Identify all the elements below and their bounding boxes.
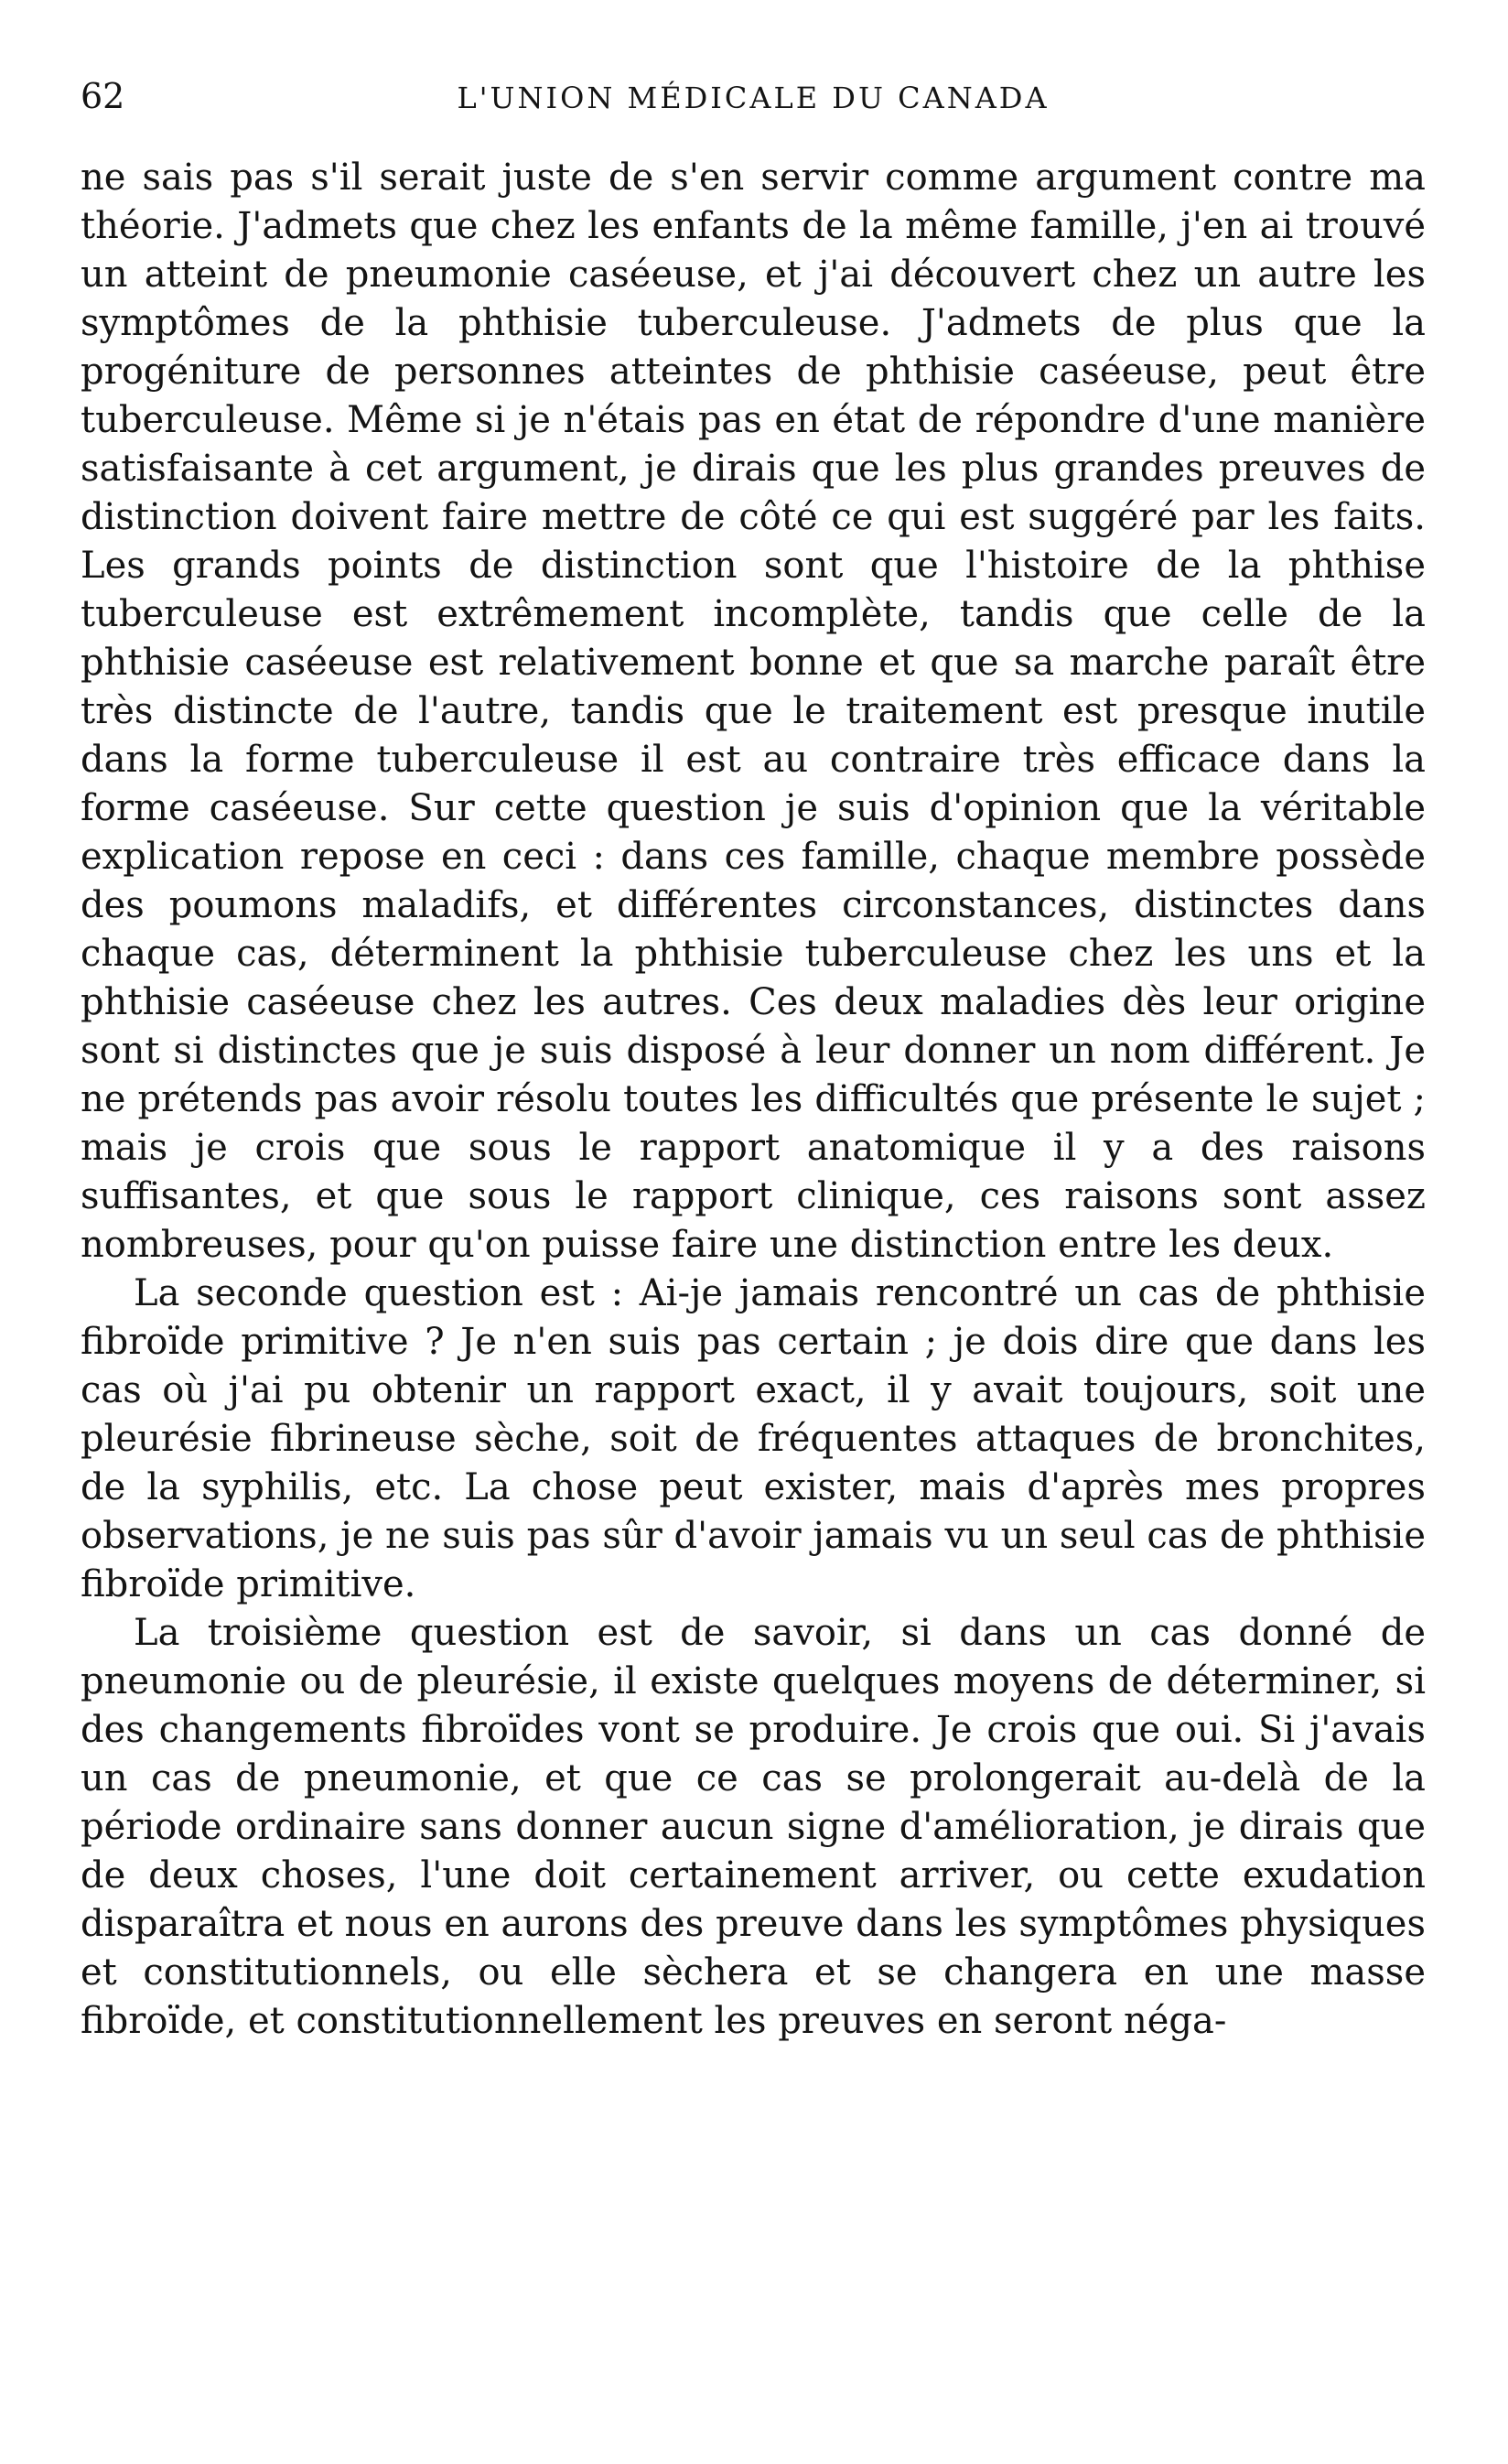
journal-title: L'UNION MÉDICALE DU CANADA (457, 81, 1050, 115)
page-number: 62 (81, 76, 125, 116)
article-body (81, 154, 1426, 2046)
running-header (81, 73, 1426, 128)
paragraph-third-question: La troisième question est de savoir, si dans un cas donné de pneumonie ou de pleurésie, il existe quelques moyens de déterminer, si des changements fibroïdes vont se produire. Je crois que oui. Si j'avais un cas de pneumonie, et que ce cas se prolongerait au-delà de la période ordinaire sans donner aucun signe d'amélioration, je dirais que de deux choses, l'une doit certainement arriver, ou cette exudation disparaîtra et nous en aurons des preuve dans les symptômes physiques et constitutionnels, ou elle sèchera et se changera en une masse fibroïde, et constitutionnellement les preuves en seront néga- (81, 1612, 1426, 2042)
document-page (81, 73, 1426, 2046)
paragraph-second-question: La seconde question est : Ai-je jamais rencontré un cas de phthisie fibroïde primitive ? Je n'en suis pas certain ; je dois dire que dans les cas où j'ai pu obtenir un rapport exact, il y avait toujours, soit une pleurésie fibrineuse sèche, soit de fréquentes attaques de bronchites, de la syphilis, etc. La chose peut exister, mais d'après mes propres observations, je ne suis pas sûr d'avoir jamais vu un seul cas de phthisie fibroïde primitive. (81, 1272, 1426, 1605)
paragraph-continued: ne sais pas s'il serait juste de s'en servir comme argument contre ma théorie. J'admets que chez les enfants de la même famille, j'en ai trouvé un atteint de pneumonie caséeuse, et j'ai découvert chez un autre les symptômes de la phthisie tuberculeuse. J'admets de plus que la progéniture de personnes atteintes de phthisie caséeuse, peut être tuberculeuse. Même si je n'étais pas en état de répondre d'une manière satisfaisante à cet argument, je dirais que les plus grandes preuves de distinction doivent faire mettre de côté ce qui est suggéré par les faits. Les grands points de distinction sont que l'histoire de la phthise tuberculeuse est extrêmement incomplète, tandis que celle de la phthisie caséeuse est relativement bonne et que sa marche paraît être très distincte de l'autre, tandis que le traitement est presque inutile dans la forme tuberculeuse il est au contraire très efficace dans la forme caséeuse. Sur cette question je suis d'opinion que la véritable explication repose en ceci : dans ces famille, chaque membre possède des poumons maladifs, et différentes circonstances, distinctes dans chaque cas, déterminent la phthisie tuberculeuse chez les uns et la phthisie caséeuse chez les autres. Ces deux maladies dès leur origine sont si distinctes que je suis disposé à leur donner un nom différent. Je ne prétends pas avoir résolu toutes les difficultés que présente le sujet ; mais je crois que sous le rapport anatomique il y a des raisons suffisantes, et que sous le rapport clinique, ces raisons sont assez nombreuses, pour qu'on puisse faire une distinction entre les deux. (81, 157, 1426, 1266)
